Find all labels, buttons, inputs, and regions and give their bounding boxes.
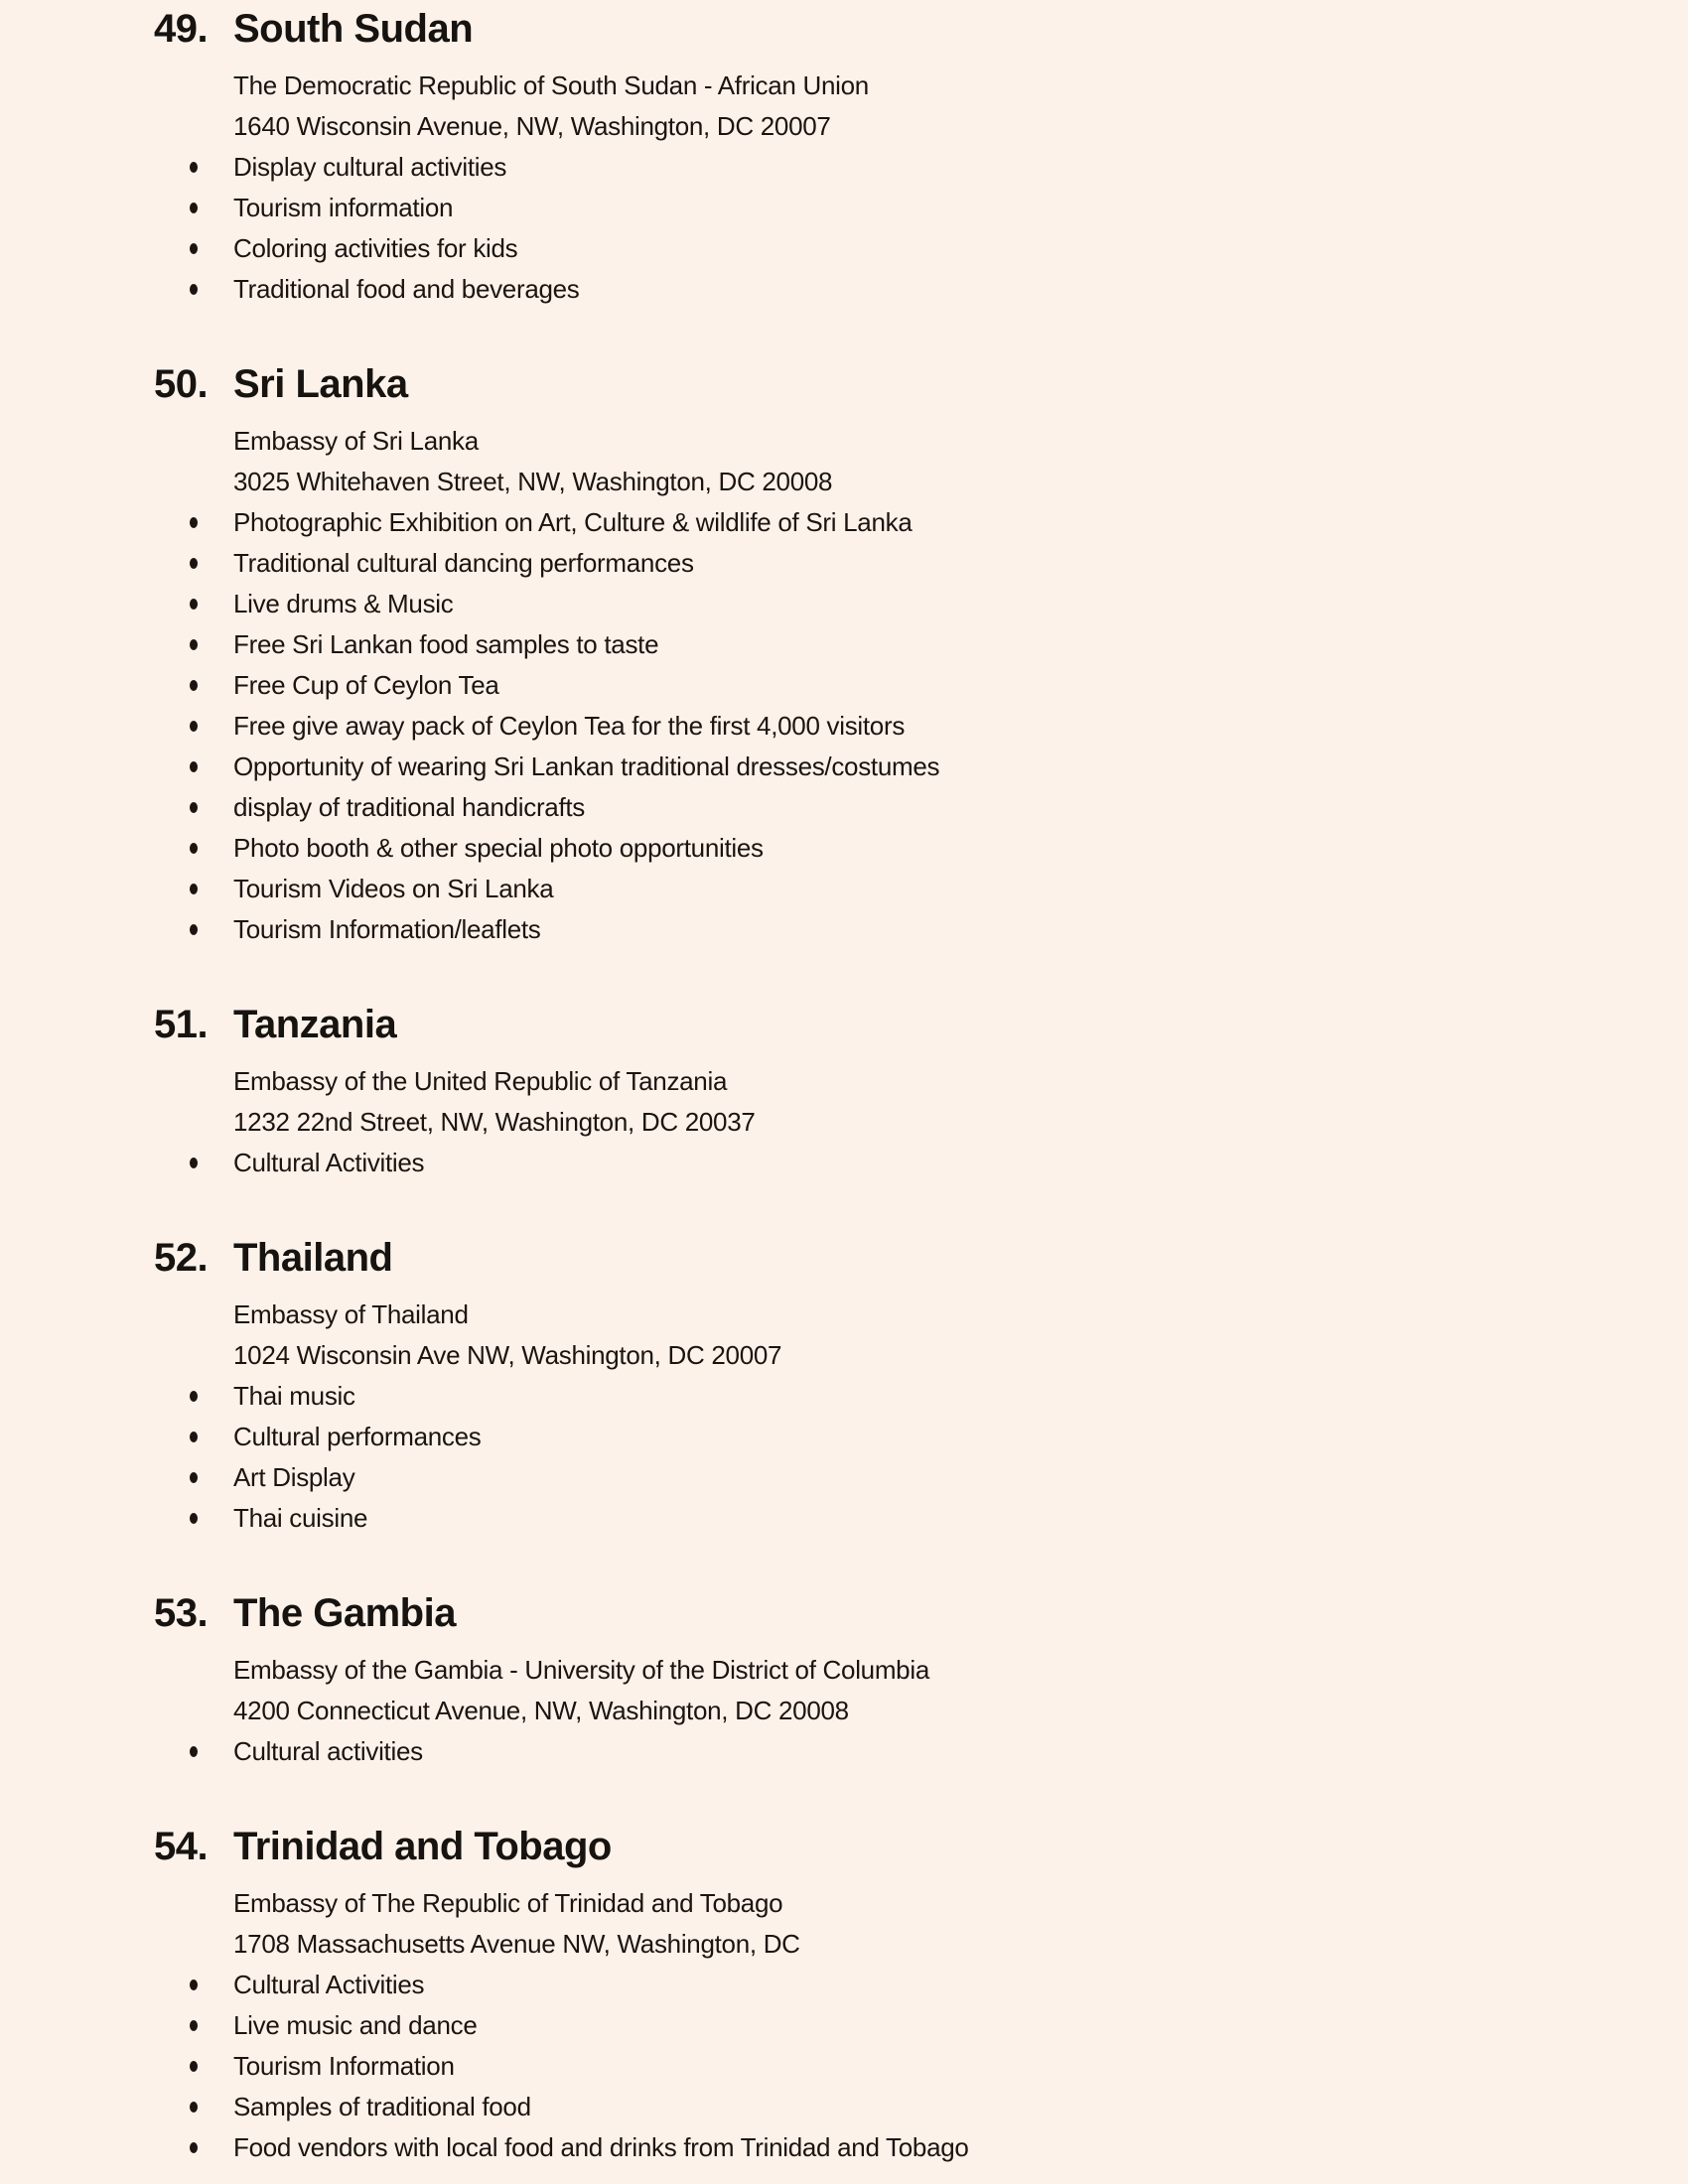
activity-label: display of traditional handicrafts bbox=[233, 792, 586, 822]
activity-item bbox=[154, 909, 1648, 950]
country-heading bbox=[154, 6, 1648, 52]
bullet-dot-icon bbox=[190, 1472, 198, 1483]
activity-label: Opportunity of wearing Sri Lankan traditional dresses/costumes bbox=[233, 751, 940, 781]
bullet-dot-icon bbox=[190, 599, 198, 610]
bullet-dot-icon bbox=[190, 2020, 198, 2031]
country-section bbox=[154, 1002, 1648, 1183]
bullet-dot-icon bbox=[190, 761, 198, 772]
activity-item bbox=[154, 188, 1648, 228]
country-heading bbox=[154, 1590, 1648, 1636]
activity-label: Tourism information bbox=[233, 193, 454, 222]
activity-item bbox=[154, 787, 1648, 828]
embassy-address: 1640 Wisconsin Avenue, NW, Washington, DC 20007 bbox=[233, 111, 831, 141]
bullet-dot-icon bbox=[190, 162, 198, 173]
bullet-dot-icon bbox=[190, 924, 198, 935]
bullet-dot-icon bbox=[190, 884, 198, 894]
embassy-address: 4200 Connecticut Avenue, NW, Washington, DC 20008 bbox=[233, 1696, 849, 1725]
country-name: The Gambia bbox=[233, 1591, 456, 1635]
activity-item bbox=[154, 1498, 1648, 1539]
activity-item bbox=[154, 269, 1648, 310]
activity-label: Tourism Information/leaflets bbox=[233, 914, 541, 944]
activity-item bbox=[154, 1457, 1648, 1498]
activity-label: Samples of traditional food bbox=[233, 2092, 531, 2121]
activity-label: Thai cuisine bbox=[233, 1503, 368, 1533]
country-name: Trinidad and Tobago bbox=[233, 1825, 612, 1868]
country-number: 52. bbox=[154, 1236, 209, 1280]
activity-label: Traditional food and beverages bbox=[233, 274, 580, 304]
activity-item bbox=[154, 1376, 1648, 1417]
activity-list bbox=[154, 502, 1648, 950]
bullet-dot-icon bbox=[190, 2061, 198, 2072]
bullet-dot-icon bbox=[190, 284, 198, 295]
country-name: Thailand bbox=[233, 1236, 393, 1280]
activity-label: Thai music bbox=[233, 1381, 355, 1411]
activity-label: Cultural Activities bbox=[233, 1148, 425, 1177]
bullet-dot-icon bbox=[190, 558, 198, 569]
activity-item bbox=[154, 2005, 1648, 2046]
bullet-dot-icon bbox=[190, 802, 198, 813]
bullet-dot-icon bbox=[190, 1746, 198, 1757]
activity-item bbox=[154, 2087, 1648, 2127]
bullet-dot-icon bbox=[190, 1391, 198, 1402]
activity-label: Free Sri Lankan food samples to taste bbox=[233, 629, 659, 659]
bullet-dot-icon bbox=[190, 1432, 198, 1442]
country-section bbox=[154, 1590, 1648, 1772]
activity-label: Cultural Activities bbox=[233, 1970, 425, 1999]
activity-item bbox=[154, 1417, 1648, 1457]
activity-list bbox=[154, 1965, 1648, 2168]
country-number: 51. bbox=[154, 1003, 209, 1046]
activity-item bbox=[154, 2127, 1648, 2168]
activity-item bbox=[154, 147, 1648, 188]
activity-item bbox=[154, 706, 1648, 747]
activity-label: Live drums & Music bbox=[233, 589, 454, 618]
bullet-dot-icon bbox=[190, 203, 198, 213]
bullet-dot-icon bbox=[190, 680, 198, 691]
country-number: 49. bbox=[154, 7, 209, 51]
country-heading bbox=[154, 361, 1648, 407]
activity-label: Tourism Information bbox=[233, 2051, 455, 2081]
activity-label: Traditional cultural dancing performances bbox=[233, 548, 694, 578]
activity-label: Free give away pack of Ceylon Tea for the first 4,000 visitors bbox=[233, 711, 906, 741]
bullet-dot-icon bbox=[190, 2142, 198, 2153]
embassy-address: 3025 Whitehaven Street, NW, Washington, DC 20008 bbox=[233, 467, 833, 496]
embassy-name: The Democratic Republic of South Sudan - African Union bbox=[233, 70, 869, 100]
country-section bbox=[154, 361, 1648, 950]
activity-item bbox=[154, 624, 1648, 665]
embassy-address: 1708 Massachusetts Avenue NW, Washington, DC bbox=[233, 1929, 800, 1959]
activity-item bbox=[154, 2046, 1648, 2087]
embassy-name: Embassy of Sri Lanka bbox=[233, 426, 479, 456]
embassy-address: 1232 22nd Street, NW, Washington, DC 20037 bbox=[233, 1107, 756, 1137]
activity-label: Cultural activities bbox=[233, 1736, 423, 1766]
bullet-dot-icon bbox=[190, 721, 198, 732]
activity-list bbox=[154, 147, 1648, 310]
activity-item bbox=[154, 828, 1648, 869]
bullet-dot-icon bbox=[190, 843, 198, 854]
activity-label: Display cultural activities bbox=[233, 152, 507, 182]
activity-list bbox=[154, 1731, 1648, 1772]
embassy-name: Embassy of Thailand bbox=[233, 1299, 469, 1329]
activity-item bbox=[154, 1143, 1648, 1183]
activity-label: Cultural performances bbox=[233, 1422, 482, 1451]
country-heading bbox=[154, 1002, 1648, 1047]
activity-item bbox=[154, 747, 1648, 787]
country-section bbox=[154, 1824, 1648, 2168]
bullet-dot-icon bbox=[190, 243, 198, 254]
country-heading bbox=[154, 1235, 1648, 1281]
activity-label: Art Display bbox=[233, 1462, 355, 1492]
embassy-address: 1024 Wisconsin Ave NW, Washington, DC 20007 bbox=[233, 1340, 782, 1370]
activity-list bbox=[154, 1143, 1648, 1183]
activity-label: Free Cup of Ceylon Tea bbox=[233, 670, 499, 700]
bullet-dot-icon bbox=[190, 1513, 198, 1524]
activity-item bbox=[154, 502, 1648, 543]
country-number: 54. bbox=[154, 1825, 209, 1868]
country-name: Sri Lanka bbox=[233, 362, 408, 406]
country-name: South Sudan bbox=[233, 7, 474, 51]
activity-label: Photo booth & other special photo opportunities bbox=[233, 833, 764, 863]
activity-label: Live music and dance bbox=[233, 2010, 478, 2040]
bullet-dot-icon bbox=[190, 517, 198, 528]
activity-item bbox=[154, 543, 1648, 584]
activity-list bbox=[154, 1376, 1648, 1539]
bullet-dot-icon bbox=[190, 639, 198, 650]
activity-item bbox=[154, 869, 1648, 909]
activity-label: Photographic Exhibition on Art, Culture & wildlife of Sri Lanka bbox=[233, 507, 913, 537]
bullet-dot-icon bbox=[190, 1158, 198, 1168]
country-heading bbox=[154, 1824, 1648, 1869]
embassy-name: Embassy of the Gambia - University of the District of Columbia bbox=[233, 1655, 929, 1685]
activity-item bbox=[154, 1965, 1648, 2005]
activity-label: Tourism Videos on Sri Lanka bbox=[233, 874, 554, 903]
embassy-name: Embassy of The Republic of Trinidad and Tobago bbox=[233, 1888, 783, 1918]
bullet-dot-icon bbox=[190, 1979, 198, 1990]
country-name: Tanzania bbox=[233, 1003, 397, 1046]
activity-item bbox=[154, 665, 1648, 706]
activity-item bbox=[154, 228, 1648, 269]
activity-item bbox=[154, 584, 1648, 624]
activity-label: Coloring activities for kids bbox=[233, 233, 518, 263]
embassy-name: Embassy of the United Republic of Tanzania bbox=[233, 1066, 728, 1096]
country-number: 53. bbox=[154, 1591, 209, 1635]
activity-item bbox=[154, 1731, 1648, 1772]
activity-label: Food vendors with local food and drinks from Trinidad and Tobago bbox=[233, 2132, 969, 2162]
bullet-dot-icon bbox=[190, 2102, 198, 2113]
country-section bbox=[154, 1235, 1648, 1539]
country-number: 50. bbox=[154, 362, 209, 406]
country-section bbox=[154, 6, 1648, 310]
